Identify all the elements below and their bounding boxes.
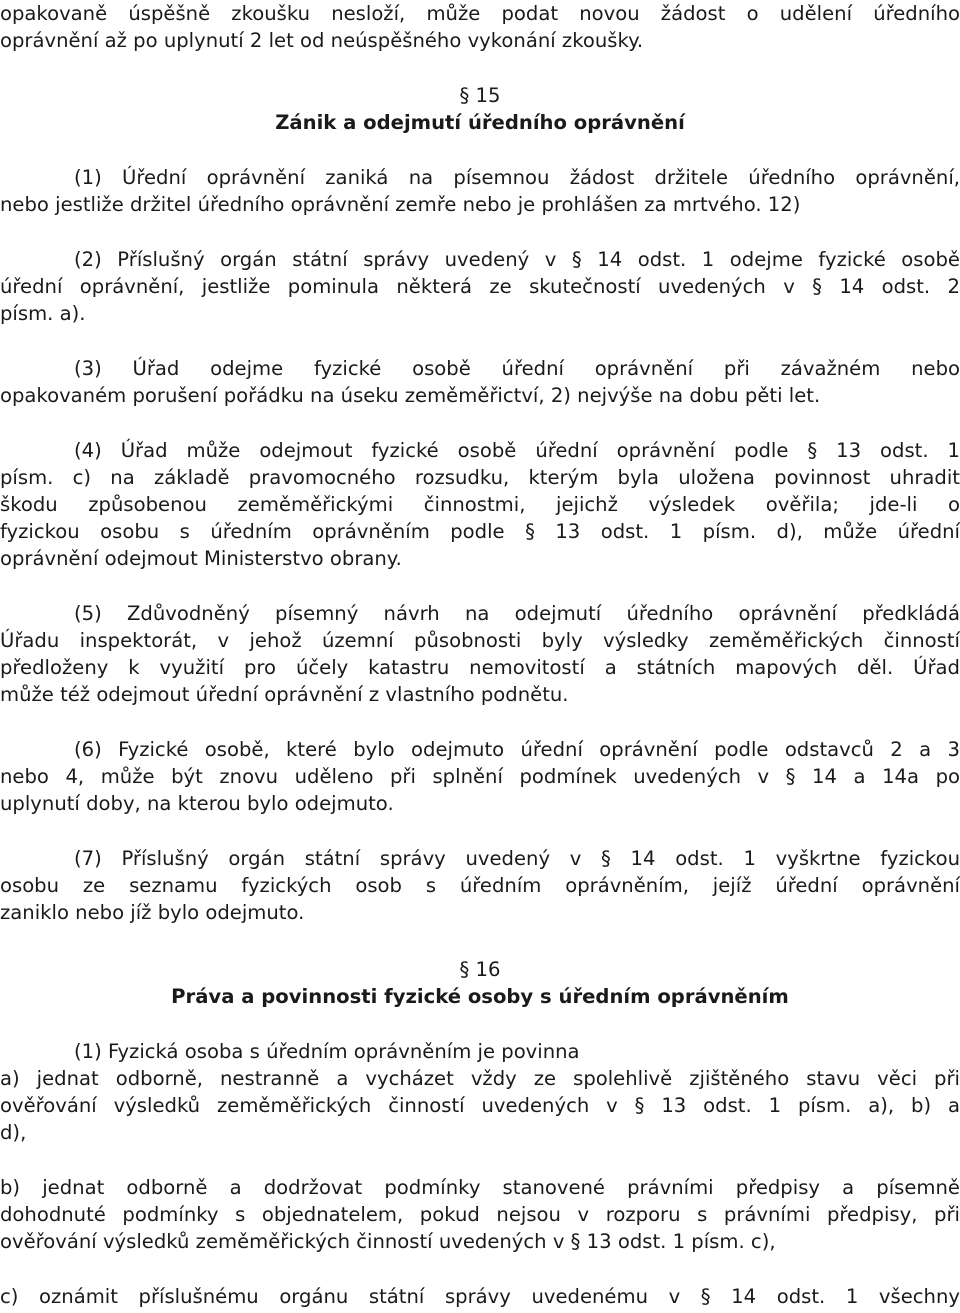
list-item-line: ověřování výsledků zeměměřických činností uvedených v § 13 odst. 1 písm. a), b) a — [0, 1094, 960, 1117]
paragraph-line: škodu způsobenou zeměměřickými činnostmi, jejichž výsledek ověřila; jde-li o — [0, 493, 960, 516]
paragraph-line: zaniklo nebo jíž bylo odejmuto. — [0, 901, 305, 924]
intro-line: opakovaně úspěšně zkoušku nesloží, může podat novou žádost o udělení úředního — [0, 2, 960, 25]
section-15-number: § 15 — [459, 84, 501, 107]
paragraph-line: (1) Úřední oprávnění zaniká na písemnou žádost držitele úředního oprávnění, — [74, 166, 960, 189]
section-16-number: § 16 — [459, 958, 501, 981]
paragraph-line: oprávnění odejmout Ministerstvo obrany. — [0, 547, 402, 570]
list-item-line: ověřování výsledků zeměměřických činností uvedených v § 13 odst. 1 písm. c), — [0, 1230, 776, 1253]
list-item-line: b) jednat odborně a dodržovat podmínky stanovené právními předpisy a písemně — [0, 1176, 960, 1199]
list-item-line: c) oznámit příslušnému orgánu státní správy uvedenému v § 14 odst. 1 všechny — [0, 1285, 960, 1308]
paragraph-line: nebo 4, může být znovu uděleno při splnění podmínek uvedených v § 14 a 14a po — [0, 765, 960, 788]
paragraph-line: písm. a). — [0, 302, 86, 325]
list-item-line: a) jednat odborně, nestranně a vycházet vždy ze spolehlivě zjištěného stavu věci při — [0, 1067, 960, 1090]
paragraph-line: osobu ze seznamu fyzických osob s úředním oprávněním, jejíž úřední oprávnění — [0, 874, 960, 897]
list-item-line: d), — [0, 1121, 27, 1144]
paragraph-line: (1) Fyzická osoba s úředním oprávněním je povinna — [74, 1040, 580, 1063]
paragraph-line: písm. c) na základě pravomocného rozsudku, kterým byla uložena povinnost uhradit — [0, 466, 960, 489]
paragraph-line: nebo jestliže držitel úředního oprávnění zemře nebo je prohlášen za mrtvého. 12) — [0, 193, 801, 216]
paragraph-line: (7) Příslušný orgán státní správy uvedený v § 14 odst. 1 vyškrtne fyzickou — [74, 847, 960, 870]
paragraph-line: (4) Úřad může odejmout fyzické osobě úřední oprávnění podle § 13 odst. 1 — [74, 439, 960, 462]
section-16-title: Práva a povinnosti fyzické osoby s úředním oprávněním — [171, 985, 789, 1008]
paragraph-line: opakovaném porušení pořádku na úseku zeměměřictví, 2) nejvýše na dobu pěti let. — [0, 384, 821, 407]
paragraph-line: (2) Příslušný orgán státní správy uvedený v § 14 odst. 1 odejme fyzické osobě — [74, 248, 960, 271]
paragraph-line: předloženy k využití pro účely katastru nemovitostí a státních mapových děl. Úřad — [0, 656, 960, 679]
paragraph-line: uplynutí doby, na kterou bylo odejmuto. — [0, 792, 394, 815]
paragraph-line: může též odejmout úřední oprávnění z vlastního podnětu. — [0, 683, 569, 706]
paragraph-line: úřední oprávnění, jestliže pominula některá ze skutečností uvedených v § 14 odst. 2 — [0, 275, 960, 298]
list-item-line: dohodnuté podmínky s objednatelem, pokud nejsou v rozporu s právními předpisy, při — [0, 1203, 960, 1226]
intro-line: oprávnění až po uplynutí 2 let od neúspěšného vykonání zkoušky. — [0, 29, 644, 52]
paragraph-line: (6) Fyzické osobě, které bylo odejmuto úřední oprávnění podle odstavců 2 a 3 — [74, 738, 960, 761]
section-15-title: Zánik a odejmutí úředního oprávnění — [275, 111, 685, 134]
paragraph-line: (3) Úřad odejme fyzické osobě úřední oprávnění při závažném nebo — [74, 357, 960, 380]
paragraph-line: (5) Zdůvodněný písemný návrh na odejmutí úředního oprávnění předkládá — [74, 602, 960, 625]
paragraph-line: Úřadu inspektorát, v jehož územní působnosti byly výsledky zeměměřických činností — [0, 629, 960, 652]
paragraph-line: fyzickou osobu s úředním oprávněním podle § 13 odst. 1 písm. d), může úřední — [0, 520, 960, 543]
